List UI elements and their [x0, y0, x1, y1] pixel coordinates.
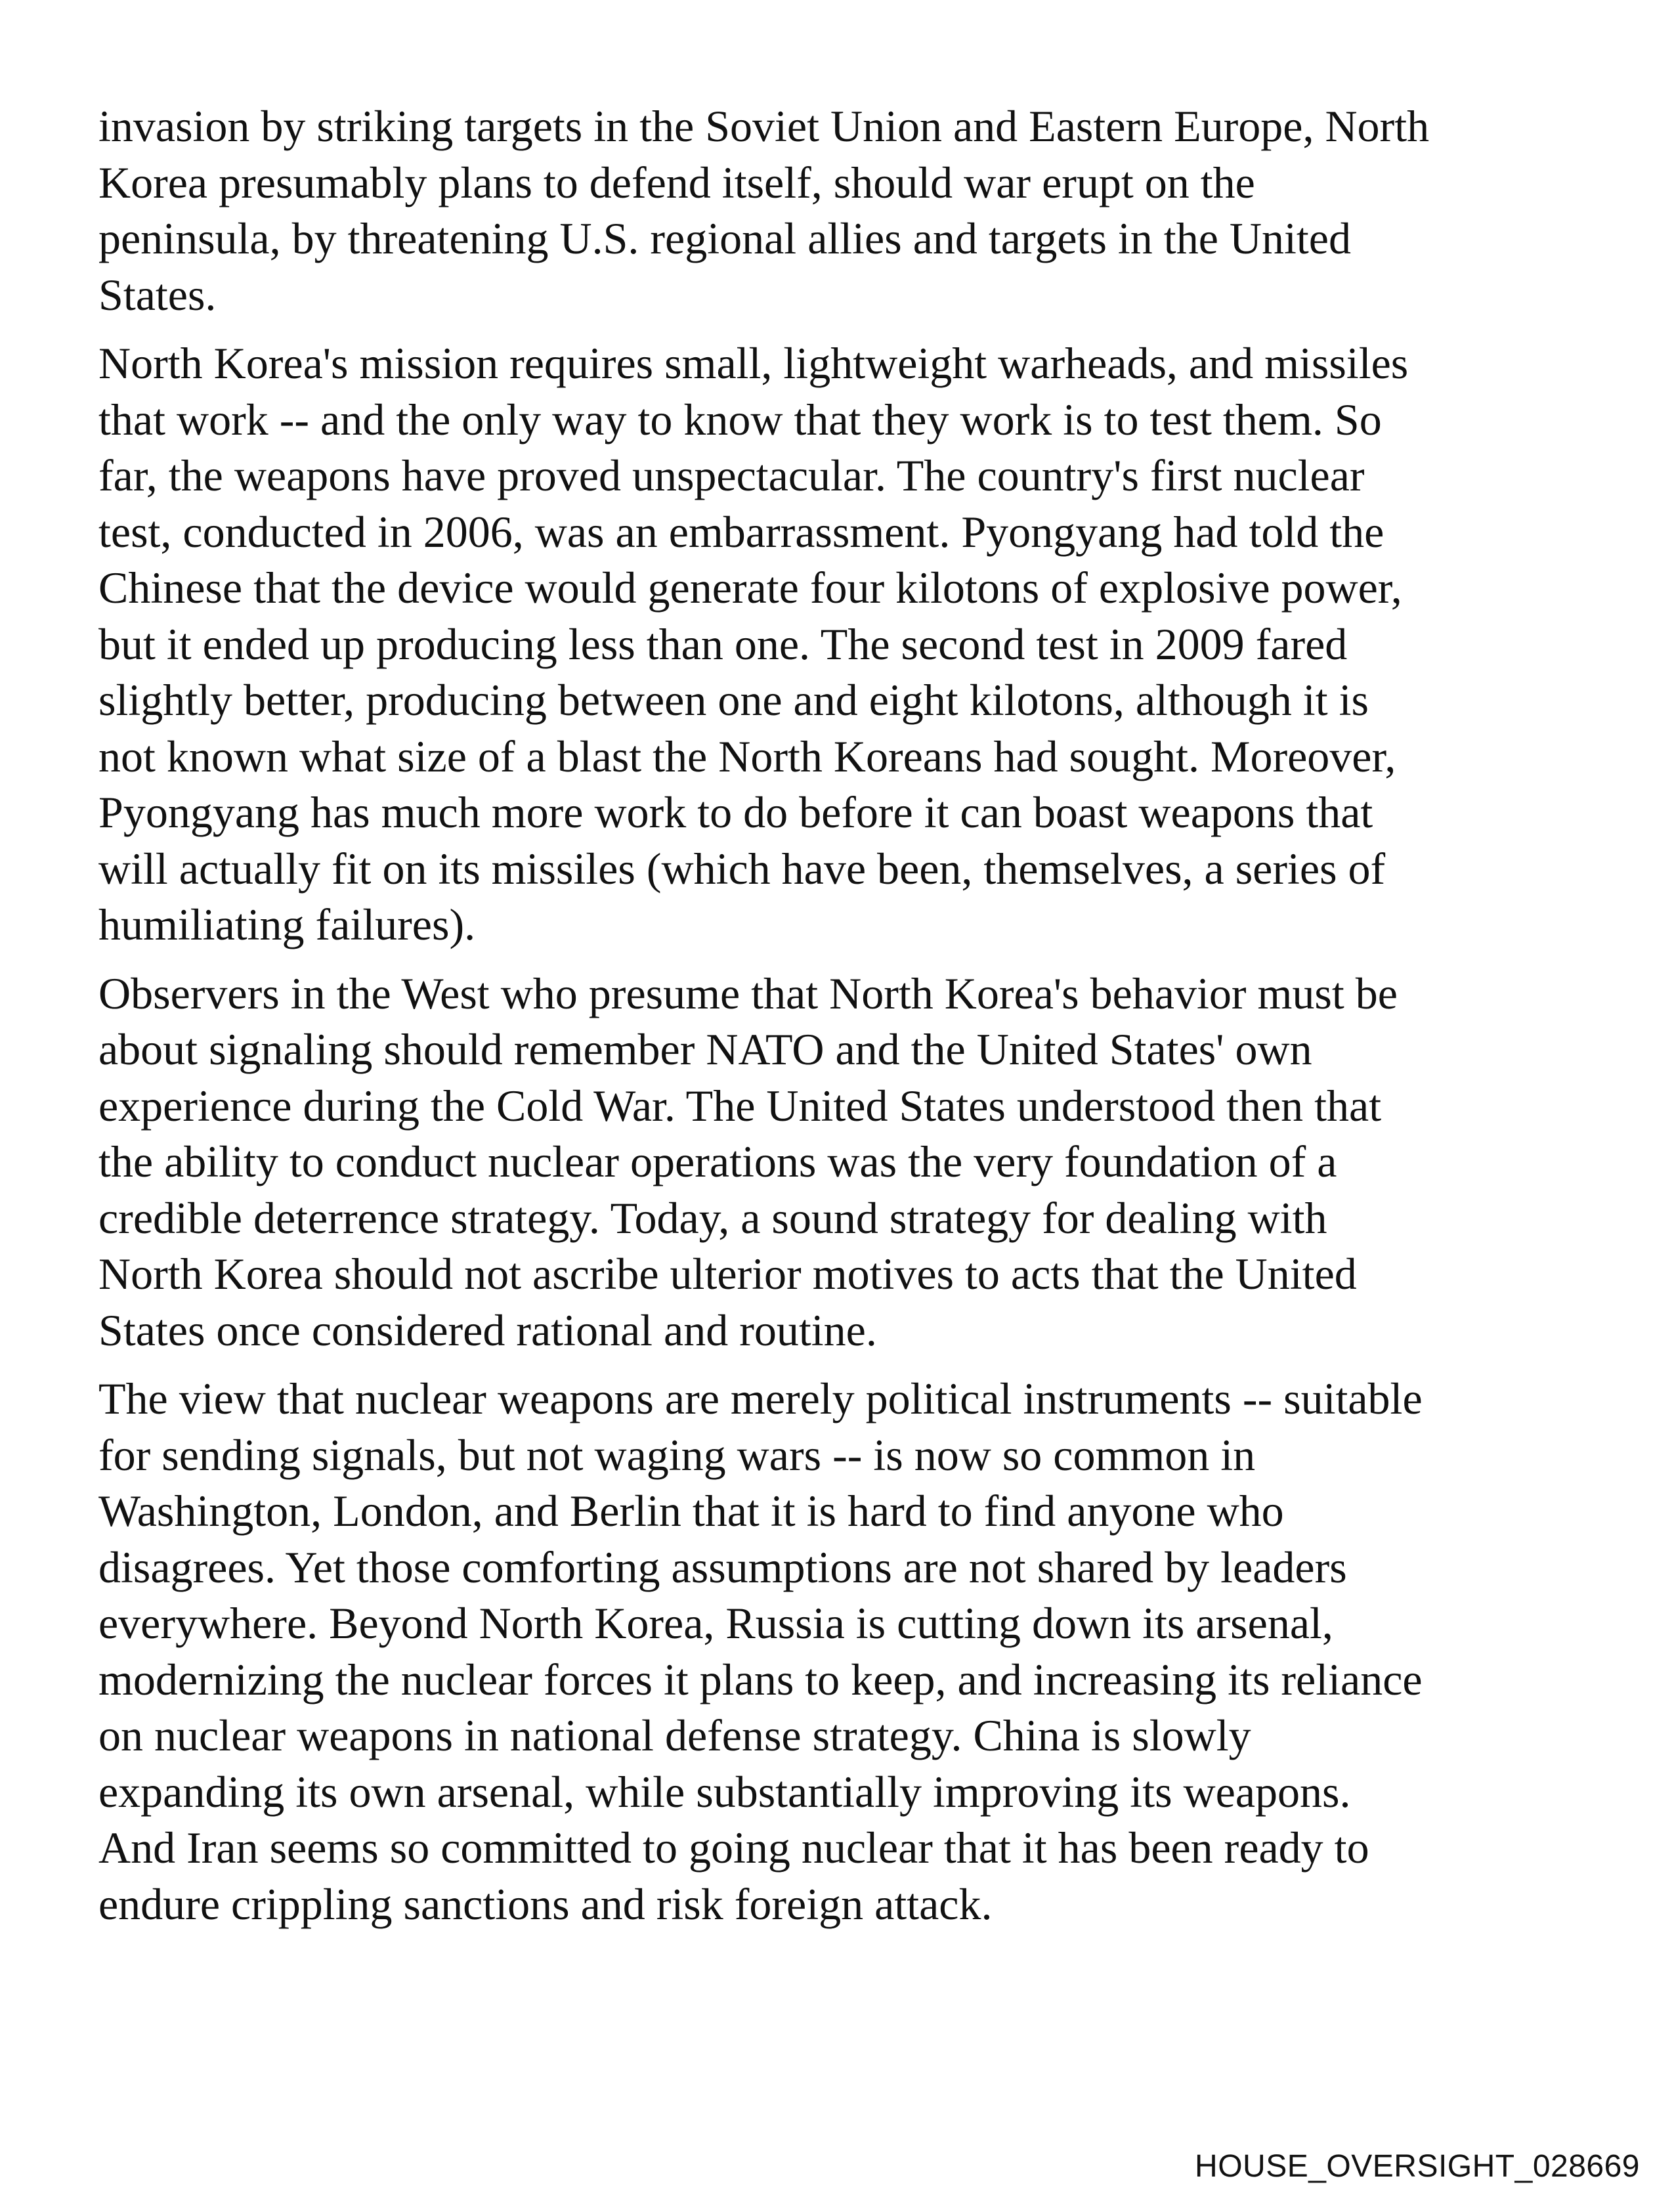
paragraph-2 — [98, 336, 1608, 953]
text-line: expanding its own arsenal, while substantially improving its weapons. — [98, 1766, 1351, 1817]
text-line: humiliating failures). — [98, 900, 476, 949]
text-line: for sending signals, but not waging wars -- is now so common in — [98, 1429, 1256, 1480]
text-line: And Iran seems so committed to going nuclear that it has been ready to — [98, 1823, 1369, 1873]
text-line: about signaling should remember NATO and the United States' own — [98, 1024, 1312, 1074]
paragraph-4 — [98, 1371, 1608, 1932]
text-line: not known what size of a blast the North Koreans had sought. Moreover, — [98, 731, 1396, 781]
text-line: Observers in the West who presume that North Korea's behavior must be — [98, 968, 1398, 1018]
text-line: The view that nuclear weapons are merely political instruments -- suitable — [98, 1374, 1423, 1423]
paragraph-3 — [98, 966, 1608, 1359]
text-line: the ability to conduct nuclear operations was the very foundation of a — [98, 1137, 1337, 1186]
text-line: credible deterrence strategy. Today, a sound strategy for dealing with — [98, 1192, 1327, 1243]
text-line: disagrees. Yet those comforting assumptions are not shared by leaders — [98, 1542, 1347, 1592]
text-line: but it ended up producing less than one. The second test in 2009 fared — [98, 618, 1348, 669]
text-line: peninsula, by threatening U.S. regional allies and targets in the United — [98, 213, 1351, 263]
text-line: endure crippling sanctions and risk foreign attack. — [98, 1878, 993, 1929]
text-line: North Korea should not ascribe ulterior motives to acts that the United — [98, 1249, 1357, 1299]
text-line: that work -- and the only way to know that they work is to test them. So — [98, 394, 1382, 445]
text-line: slightly better, producing between one and eight kilotons, although it is — [98, 675, 1369, 725]
paragraph-1 — [98, 98, 1608, 323]
text-line: test, conducted in 2006, was an embarrassment. Pyongyang had told the — [98, 506, 1384, 557]
bates-number: HOUSE_OVERSIGHT_028669 — [1195, 2149, 1640, 2184]
text-line: will actually fit on its missiles (which have been, themselves, a series of — [98, 843, 1386, 894]
text-line: Washington, London, and Berlin that it is hard to find anyone who — [98, 1486, 1284, 1536]
text-line: North Korea's mission requires small, lightweight warheads, and missiles — [98, 338, 1409, 388]
text-line: on nuclear weapons in national defense strategy. China is slowly — [98, 1710, 1251, 1760]
document-body — [98, 98, 1608, 1945]
text-line: everywhere. Beyond North Korea, Russia is cutting down its arsenal, — [98, 1598, 1333, 1648]
text-line: modernizing the nuclear forces it plans to keep, and increasing its reliance — [98, 1654, 1423, 1704]
text-line: Korea presumably plans to defend itself, should war erupt on the — [98, 157, 1255, 207]
text-line: Chinese that the device would generate four kilotons of explosive power, — [98, 563, 1402, 613]
text-line: experience during the Cold War. The United States understood then that — [98, 1080, 1382, 1131]
text-line: Pyongyang has much more work to do before it can boast weapons that — [98, 787, 1373, 837]
text-line: invasion by striking targets in the Soviet Union and Eastern Europe, North — [98, 101, 1430, 151]
text-line: States once considered rational and routine. — [98, 1305, 877, 1355]
text-line: States. — [98, 269, 217, 320]
text-line: far, the weapons have proved unspectacular. The country's first nuclear — [98, 450, 1365, 500]
